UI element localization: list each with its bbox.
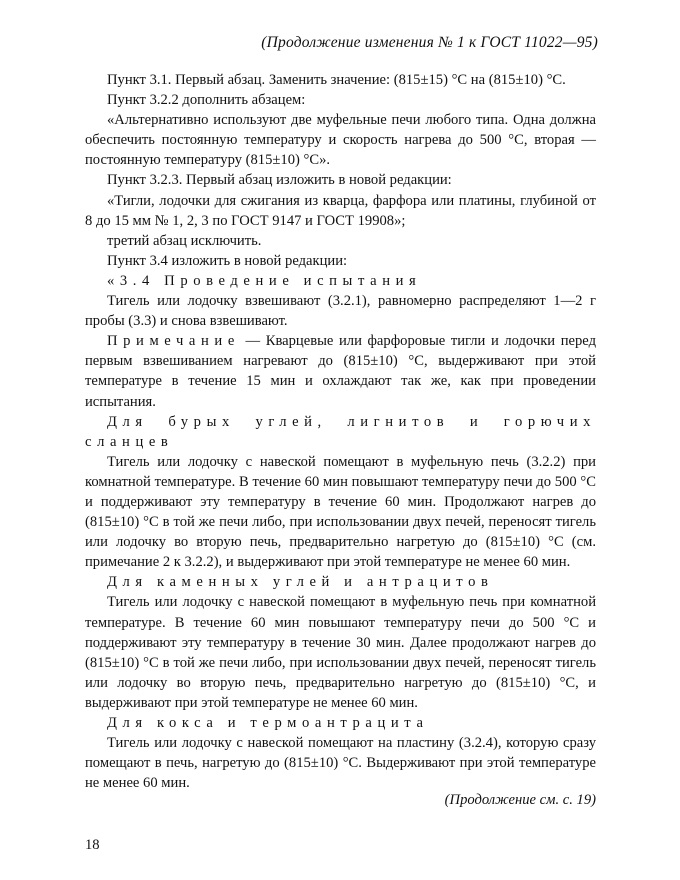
note-paragraph [85,331,596,411]
continuation-note: (Продолжение см. с. 19) [444,792,596,808]
paragraph: Пункт 3.2.3. Первый абзац изложить в новой редакции: [107,172,452,189]
subsection-heading: Для каменных углей и антрацитов [107,574,494,591]
subsection-heading: Для бурых углей, лигнитов и горючих сланцев [85,413,596,450]
paragraph: Тигель или лодочку с навеской помещают на пластину (3.2.4), которую сразу помещают в печь, нагретую до (815±10) °С. Выдерживают при этой температуре не менее 60 мин. [85,735,596,792]
paragraph: Тигель или лодочку взвешивают (3.2.1), равномерно распределяют 1—2 г пробы (3.3) и снова взвешивают. [85,293,596,330]
page-number: 18 [85,837,100,853]
paragraph: «Тигли, лодочки для сжигания из кварца, фарфора или платины, глубиной от 8 до 15 мм № 1, 2, 3 по ГОСТ 9147 и ГОСТ 19908»; [85,192,596,229]
paragraph: Тигель или лодочку с навеской помещают в муфельную печь (3.2.2) при комнатной температуре. В течение 60 мин повышают температуру печи до 500 °С и поддерживают эту температуру в течение 60 мин. Продолжают нагрев до (815±10) °С в той же печи либо, при использовании двух печей, переносят тигель или лодочку во вторую печь, предварительно нагретую до (815±10) °С (см. примечание 2 к 3.2.2), и выдерживают при этой температуре не менее 60 мин. [85,453,596,571]
paragraph: третий абзац исключить. [107,232,262,249]
paragraph: Пункт 3.4 изложить в новой редакции: [107,252,348,269]
subsection-heading: Для кокса и термоантрацита [107,715,429,731]
paragraph: Пункт 3.2.2 дополнить абзацем: [107,92,306,109]
section-heading: «3.4 Проведение испытания [107,272,422,289]
paragraph: «Альтернативно используют две муфельные печи любого типа. Одна должна обеспечить постоянную температуру и скорость нагрева до 500 °С, вторая — постоянную температуру (815±10) °С». [85,112,596,169]
paragraph: Пункт 3.1. Первый абзац. Заменить значение: (815±15) °С на (815±10) °С. [107,72,566,88]
running-header: (Продолжение изменения № 1 к ГОСТ 11022—95) [261,34,598,51]
note-label: Примечание [107,333,240,350]
paragraph: Тигель или лодочку с навеской помещают в муфельную печь при комнатной температуре. В течение 60 мин повышают температуру печи до 500 °С и поддерживают эту температуру в течение 30 мин. Далее продолжают нагрев до (815±10) °С в той же печи либо, при использовании двух печей, переносят тигель или лодочку во вторую печь, предварительно нагретую до (815±10) °С, и выдерживают при этой температуре не менее 60 мин. [85,594,596,711]
note-text: — Кварцевые или фарфоровые тигли и лодочки перед первым взвешиванием нагревают до (815±10) °С, выдерживают при этой температуре в течение 15 мин и охлаждают так же, как при проведении испытания. [85,333,596,410]
document-body [85,70,596,793]
